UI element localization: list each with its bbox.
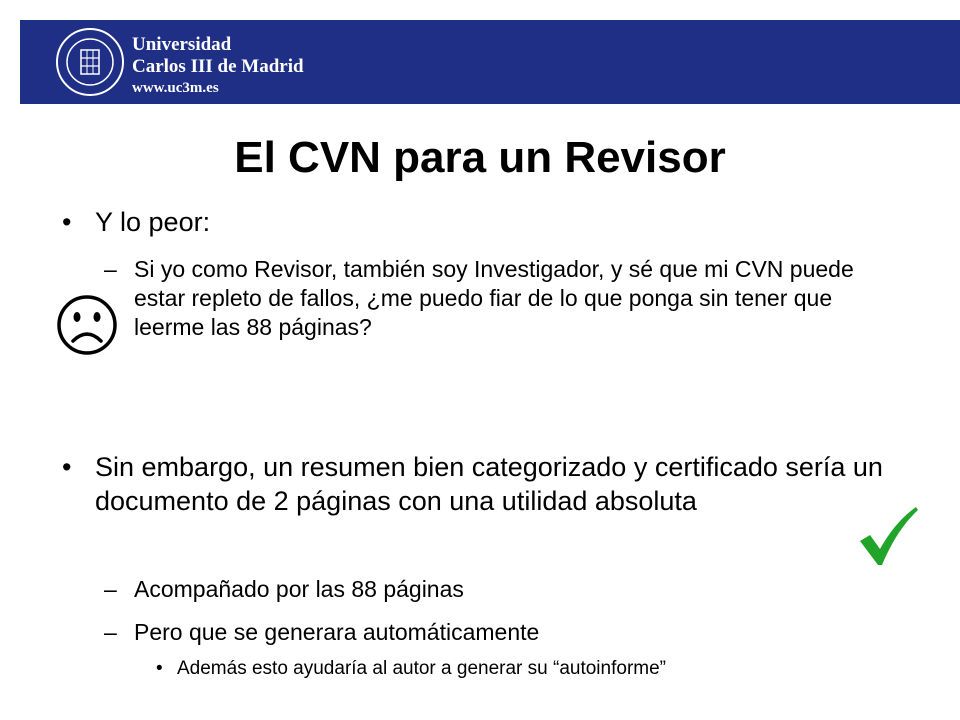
slide-title: El CVN para un Revisor <box>234 133 726 182</box>
bullet-2-sub-2-text: Pero que se generara automáticamente <box>134 619 540 645</box>
bullet-2-sub-1-text: Acompañado por las 88 páginas <box>134 576 464 602</box>
bullet-2-sub-2-sub-1-text: Además esto ayudaría al autor a generar su “autoinforme” <box>177 658 666 679</box>
header-band <box>20 20 960 104</box>
university-name <box>132 34 304 78</box>
university-seal-icon <box>54 26 126 98</box>
bullet-1-sub-1-text: Si yo como Revisor, también soy Investigador, y sé que mi CVN puede estar repleto de fallos, ¿me puedo fiar de lo que ponga sin tener que leerme las 88 páginas? <box>134 256 854 340</box>
frowning-face-icon <box>55 293 119 357</box>
bullet-marker: • <box>62 452 72 482</box>
bullet-2-text: Sin embargo, un resumen bien categorizado y certificado sería un documento de 2 páginas con una utilidad absoluta <box>95 452 883 516</box>
bullet-marker: • <box>156 658 163 679</box>
university-url: www.uc3m.es <box>132 80 219 96</box>
university-name-line1: Universidad <box>132 34 232 55</box>
bullet-1-text: Y lo peor: <box>95 207 211 237</box>
dash-marker: – <box>104 576 117 602</box>
university-name-line2: Carlos III de Madrid <box>132 56 304 77</box>
bullet-marker: • <box>62 207 72 237</box>
dash-marker: – <box>104 619 117 645</box>
dash-marker: – <box>104 256 117 282</box>
checkmark-icon <box>856 505 920 569</box>
